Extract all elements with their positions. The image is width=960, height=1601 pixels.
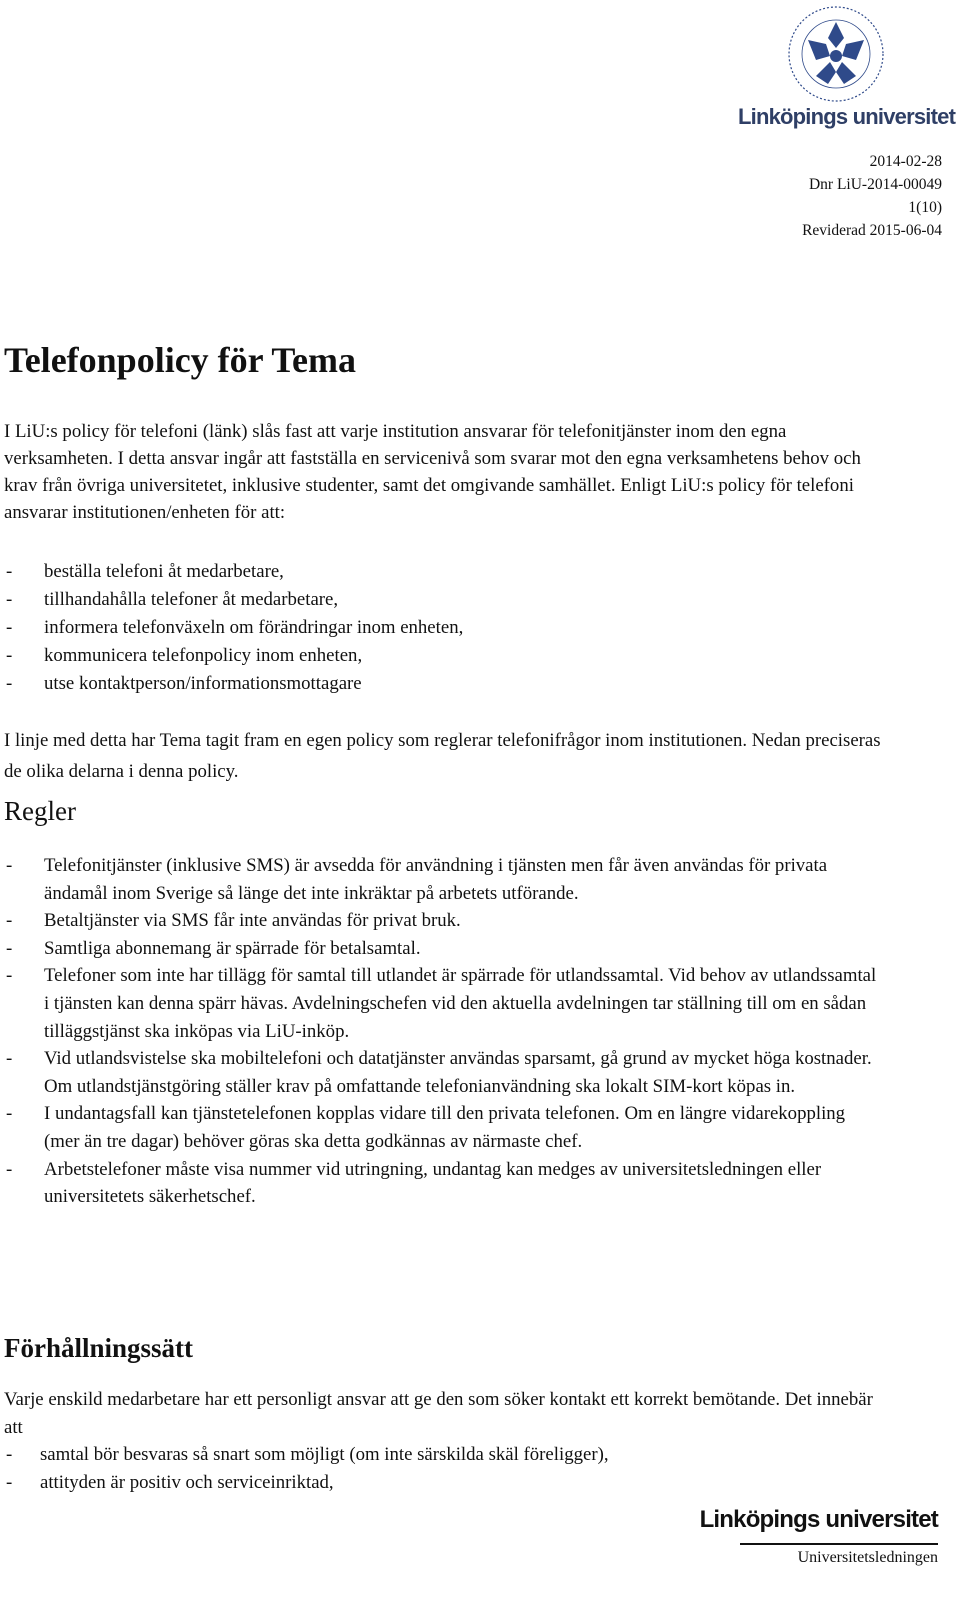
document-meta [802,150,942,242]
list-item: - Vid utlandsvistelse ska mobiltelefoni och datatjänster användas sparsamt, gå grund av mycket höga kostnader. Om utlandstjänstgöring ställer krav på omfattande telefonianvändning ska lokalt SIM-kort köpas in. [0,1045,880,1100]
list-item: - Telefoner som inte har tillägg för samtal till utlandet är spärrade för utlandssamtal. Vid behov av utlandssamtal i tjänsten kan denna spärr hävas. Avdelningschefen vid den aktuella avdelningen tar ställning till om en sådan tilläggstjänst ska inköpas via LiU-inköp. [0,962,880,1045]
list-item: - tillhandahålla telefoner åt medarbetare, [0,586,463,614]
list-dash: - [6,645,13,666]
policy-paragraph: I linje med detta har Tema tagit fram en egen policy som reglerar telefonifrågor inom institutionen. Nedan preciseras de olika delarna i denna policy. [4,730,881,782]
meta-page-number: 1(10) [908,199,942,216]
rules-heading: Regler [4,796,76,826]
page-title: Telefonpolicy för Tema [4,340,357,380]
list-dash: - [6,617,13,638]
footer-unit: Universitetsledningen [797,1549,938,1566]
list-item: - kommunicera telefonpolicy inom enheten, [0,642,463,670]
list-item: - utse kontaktperson/informationsmottagare [0,670,463,698]
list-dash: - [6,1471,13,1493]
logo-wordmark: Linköpings universitet [738,104,956,129]
meta-revision-date: Reviderad 2015-06-04 [802,222,942,239]
list-item: - Telefonitjänster (inklusive SMS) är avsedda för användning i tjänsten men får även användas för privata ändamål inom Sverige så länge det inte inkräktar på arbetets utförande. [0,852,880,907]
list-dash: - [6,855,13,876]
list-dash: - [6,965,13,987]
meta-registration-number: Dnr LiU-2014-00049 [808,176,942,193]
list-item: - Arbetstelefoner måste visa nummer vid utringning, undantag kan medges av universitetsledningen eller universitetets säkerhetschef. [0,1156,880,1211]
list-dash: - [6,1444,13,1465]
intro-paragraph: I LiU:s policy för telefoni (länk) slås fast att varje institution ansvarar för telefonitjänster inom den egna verksamheten. I detta ansvar ingår att fastställa en servicenivå som svarar mot den egna verksamhetens behov och krav från övriga universitetet, inklusive studenter, samt det omgivande samhället. Enligt LiU:s policy för telefoni ansvarar institutionen/enheten för att: [4,421,861,523]
list-dash: - [6,673,13,694]
meta-date: 2014-02-28 [869,153,942,170]
liu-emblem-icon [786,4,886,104]
list-item: - attityden är positiv och serviceinriktad, [0,1469,609,1497]
list-item: - I undantagsfall kan tjänstetelefonen kopplas vidare till den privata telefonen. Om en längre vidarekoppling (mer än tre dagar) behöver göras ska detta godkännas av närmaste chef. [0,1100,880,1155]
footer-logo: Linköpings universitet [699,1506,938,1533]
list-item: - informera telefonväxeln om förändringar inom enheten, [0,614,463,642]
list-dash: - [6,910,13,932]
list-dash: - [6,1103,13,1125]
list-dash: - [6,589,13,610]
responsibilities-list [0,558,463,698]
list-item: - Samtliga abonnemang är spärrade för betalsamtal. [0,935,880,963]
approach-heading: Förhållningssätt [4,1333,194,1363]
list-item: - samtal bör besvaras så snart som möjligt (om inte särskilda skäl föreligger), [0,1441,609,1469]
list-dash: - [6,561,13,582]
list-item: - beställa telefoni åt medarbetare, [0,558,463,586]
approach-paragraph: Varje enskild medarbetare har ett personligt ansvar att ge den som söker kontakt ett korrekt bemötande. Det innebär att [4,1389,873,1438]
list-dash: - [6,937,13,959]
rules-list [0,852,880,1211]
approach-list [0,1441,609,1496]
list-dash: - [6,1048,13,1070]
list-item: - Betaltjänster via SMS får inte användas för privat bruk. [0,907,880,935]
university-logo [738,4,956,132]
footer-divider [740,1543,938,1545]
list-dash: - [6,1158,13,1180]
